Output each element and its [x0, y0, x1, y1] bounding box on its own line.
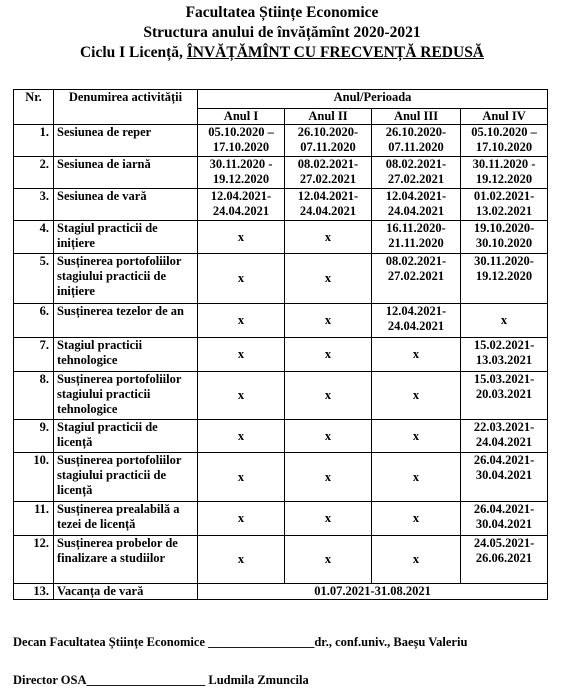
period-end: 17.10.2020	[212, 140, 270, 154]
period-value: x	[412, 428, 420, 443]
period-value: x	[324, 469, 332, 484]
period-value: x	[237, 552, 245, 566]
period-year-1	[198, 372, 285, 420]
period-start: 12.04.2021-	[297, 189, 359, 203]
period-year-2	[285, 304, 372, 338]
period-value: x	[324, 229, 332, 244]
period-start: 12.04.2021-	[385, 304, 447, 318]
period-value: x	[324, 428, 332, 443]
period-start: 19.10.2020-	[473, 221, 535, 235]
period-end: 20.03.2021	[475, 387, 533, 401]
period-start: 01.02.2021-	[473, 189, 535, 203]
header-year-2: Anul II	[285, 109, 372, 125]
period-year-3	[372, 157, 461, 189]
period-value: x	[237, 511, 245, 525]
period-year-3	[372, 304, 461, 338]
period-value: x	[324, 313, 332, 327]
table-row	[14, 304, 548, 338]
cycle-label: Ciclu I Licență,	[79, 44, 187, 61]
period-end: 07.11.2020	[300, 140, 356, 154]
table-row	[14, 221, 548, 254]
period-year-1	[198, 189, 285, 221]
period-start: 16.11.2020-	[386, 221, 446, 235]
activity-name: Susținerea prealabilă a tezei de licență	[54, 502, 198, 536]
period-end: 13.03.2021	[475, 353, 533, 367]
period-value: x	[412, 388, 420, 402]
period-start: 22.03.2021-	[473, 420, 535, 434]
period-start: 08.02.2021-	[385, 254, 447, 268]
period-year-2	[285, 189, 372, 221]
period-value: x	[412, 347, 420, 361]
period-start: 26.10.2020-	[297, 125, 359, 139]
activity-name: Susținerea portofoliilor stagiului practicii de inițiere	[54, 254, 198, 304]
period-end: 26.06.2021	[475, 551, 533, 565]
activity-name: Vacanța de vară	[54, 584, 198, 600]
period-year-1	[198, 157, 285, 189]
cycle-subtitle	[0, 43, 564, 63]
period-year-2	[285, 372, 372, 420]
period-value: x	[412, 469, 420, 484]
period-year-1	[198, 502, 285, 536]
period-end: 13.02.2021	[475, 204, 533, 218]
period-end: 19.12.2020	[475, 269, 533, 283]
period-value: x	[237, 469, 245, 484]
period-end: 27.02.2021	[387, 269, 445, 283]
table-row	[14, 502, 548, 536]
director-signature-line: Director OSA___________________ Ludmila Zmuncila	[13, 673, 309, 687]
activity-name: Susținerea probelor de finalizare a studiilor	[54, 536, 198, 584]
period-value: x	[500, 313, 508, 327]
period-year-2	[285, 254, 372, 304]
period-start: 12.04.2021-	[210, 189, 272, 203]
period-end: 24.04.2021	[387, 204, 445, 218]
period-value: x	[237, 428, 245, 443]
period-year-1	[198, 338, 285, 372]
vacation-period: 01.07.2021-31.08.2021	[198, 584, 548, 600]
period-start: 30.11.2020 -	[472, 157, 536, 171]
period-year-3	[372, 254, 461, 304]
activity-name: Sesiunea de vară	[54, 189, 198, 221]
period-start: 26.04.2021-	[473, 453, 535, 467]
activity-name: Sesiunea de reper	[54, 125, 198, 157]
period-value: x	[237, 271, 245, 285]
period-value: x	[324, 552, 332, 566]
header-nr: Nr.	[14, 90, 54, 125]
period-start: 05.10.2020 –	[471, 125, 537, 139]
period-year-4	[461, 254, 548, 304]
header-activity: Denumirea activității	[54, 90, 198, 125]
table-row	[14, 157, 548, 189]
period-year-1	[198, 304, 285, 338]
period-start: 15.02.2021-	[473, 338, 535, 352]
table-row-vacation	[14, 584, 548, 600]
period-start: 05.10.2020 –	[208, 125, 274, 139]
period-end: 27.02.2021	[387, 172, 445, 186]
row-number: 8.	[14, 372, 54, 420]
header-year-4: Anul IV	[461, 109, 548, 125]
activity-name: Sesiunea de iarnă	[54, 157, 198, 189]
row-number: 2.	[14, 157, 54, 189]
period-year-3	[372, 221, 461, 254]
table-row	[14, 189, 548, 221]
period-year-1	[198, 453, 285, 502]
activity-name: Stagiul practicii de licență	[54, 420, 198, 453]
period-year-4	[461, 189, 548, 221]
dean-signature-line: Decan Facultatea Științe Economice _________________dr., conf.univ., Baeșu Valeriu	[13, 635, 468, 649]
period-year-3	[372, 536, 461, 584]
period-value: x	[237, 313, 245, 327]
period-start: 08.02.2021-	[385, 157, 447, 171]
period-year-2	[285, 221, 372, 254]
period-end: 27.02.2021	[299, 172, 357, 186]
period-year-3	[372, 453, 461, 502]
period-year-2	[285, 157, 372, 189]
activity-name: Susținerea portofoliilor stagiului practicii de licență	[54, 453, 198, 502]
header-period: Anul/Perioada	[198, 90, 548, 109]
period-year-3	[372, 372, 461, 420]
row-number: 1.	[14, 125, 54, 157]
period-end: 24.04.2021	[387, 319, 445, 333]
header-year-1: Anul I	[198, 109, 285, 125]
period-start: 26.04.2021-	[473, 502, 535, 516]
period-start: 26.10.2020-	[385, 125, 447, 139]
period-end: 21.11.2020	[388, 236, 444, 250]
period-year-1	[198, 420, 285, 453]
period-year-3	[372, 338, 461, 372]
period-end: 17.10.2020	[475, 140, 533, 154]
period-year-4	[461, 304, 548, 338]
row-number: 13.	[14, 584, 54, 600]
period-value: x	[237, 229, 245, 244]
period-value: x	[237, 388, 245, 402]
table-row	[14, 125, 548, 157]
period-value: x	[324, 388, 332, 402]
period-year-3	[372, 502, 461, 536]
period-year-2	[285, 536, 372, 584]
period-year-4	[461, 453, 548, 502]
row-number: 6.	[14, 304, 54, 338]
period-year-4	[461, 372, 548, 420]
period-year-4	[461, 221, 548, 254]
period-end: 24.04.2021	[475, 435, 533, 449]
table-row	[14, 372, 548, 420]
table-row	[14, 420, 548, 453]
period-year-4	[461, 157, 548, 189]
period-end: 24.04.2021	[212, 204, 270, 218]
period-year-2	[285, 125, 372, 157]
faculty-title: Facultatea Științe Economice	[185, 4, 379, 21]
period-value: x	[237, 347, 245, 361]
row-number: 11.	[14, 502, 54, 536]
period-year-3	[372, 189, 461, 221]
period-end: 30.04.2021	[475, 468, 533, 482]
period-start: 15.03.2021-	[473, 372, 535, 386]
period-value: x	[324, 347, 332, 361]
period-year-1	[198, 221, 285, 254]
period-start: 12.04.2021-	[385, 189, 447, 203]
study-form-label: ÎNVĂȚĂMÎNT CU FRECVENȚĂ REDUSĂ	[186, 44, 485, 61]
row-number: 10.	[14, 453, 54, 502]
period-value: x	[324, 271, 332, 285]
period-end: 30.10.2020	[475, 236, 533, 250]
period-year-3	[372, 420, 461, 453]
period-start: 30.11.2020 -	[209, 157, 273, 171]
period-end: 30.04.2021	[475, 517, 533, 531]
period-end: 07.11.2020	[388, 140, 444, 154]
table-row	[14, 254, 548, 304]
period-year-3	[372, 125, 461, 157]
period-year-1	[198, 125, 285, 157]
table-row	[14, 453, 548, 502]
period-value: x	[412, 552, 420, 566]
academic-structure-table	[13, 89, 548, 600]
period-start: 24.05.2021-	[473, 536, 535, 550]
row-number: 4.	[14, 221, 54, 254]
activity-name: Susținerea portofoliilor stagiului practicii tehnologice	[54, 372, 198, 420]
period-value: x	[412, 511, 420, 525]
period-start: 08.02.2021-	[297, 157, 359, 171]
table-row	[14, 338, 548, 372]
period-year-4	[461, 420, 548, 453]
period-year-2	[285, 420, 372, 453]
row-number: 9.	[14, 420, 54, 453]
period-end: 19.12.2020	[212, 172, 270, 186]
row-number: 7.	[14, 338, 54, 372]
activity-name: Stagiul practicii de inițiere	[54, 221, 198, 254]
row-number: 5.	[14, 254, 54, 304]
period-end: 24.04.2021	[299, 204, 357, 218]
activity-name: Susținerea tezelor de an	[54, 304, 198, 338]
period-start: 30.11.2020-	[474, 254, 534, 268]
period-year-4	[461, 125, 548, 157]
table-row	[14, 536, 548, 584]
period-year-2	[285, 453, 372, 502]
period-year-4	[461, 338, 548, 372]
period-year-4	[461, 536, 548, 584]
row-number: 3.	[14, 189, 54, 221]
header-year-3: Anul III	[372, 109, 461, 125]
activity-name: Stagiul practicii tehnologice	[54, 338, 198, 372]
period-year-2	[285, 502, 372, 536]
period-year-1	[198, 536, 285, 584]
period-year-1	[198, 254, 285, 304]
period-year-4	[461, 502, 548, 536]
period-year-2	[285, 338, 372, 372]
period-end: 19.12.2020	[475, 172, 533, 186]
document-title: Structura anului de învățămînt 2020-2021	[143, 24, 421, 41]
period-value: x	[324, 511, 332, 525]
row-number: 12.	[14, 536, 54, 584]
